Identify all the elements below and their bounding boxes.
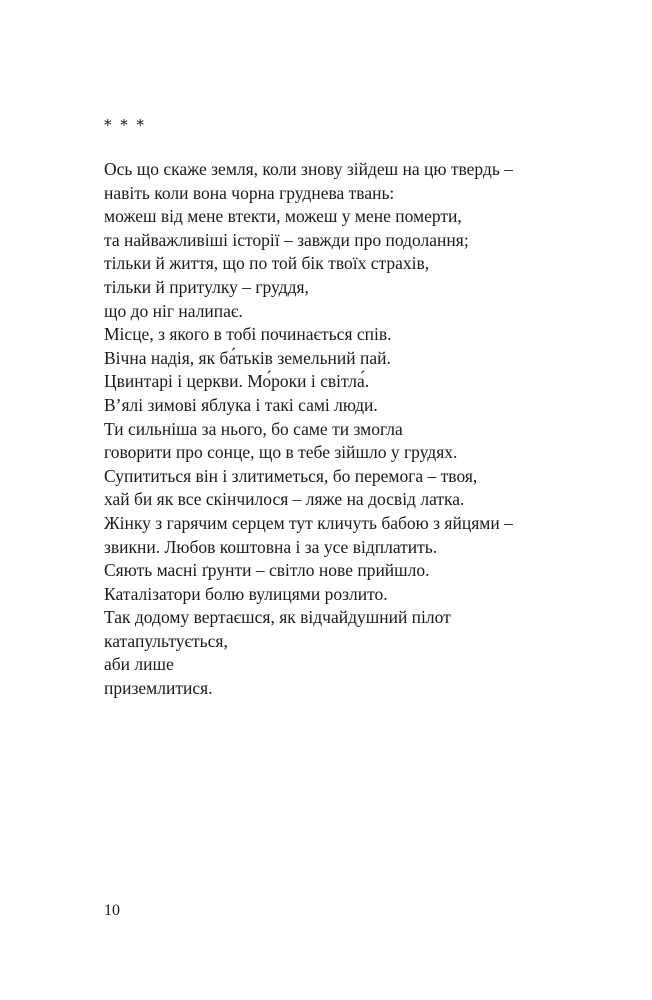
- poem-text: [104, 158, 624, 701]
- section-separator: * * *: [104, 116, 147, 134]
- page-number: 10: [104, 902, 120, 919]
- poem-line: можеш від мене втекти, можеш у мене померти,: [104, 206, 462, 227]
- poem-line: В’ялі зимові яблука і такі самі люди.: [104, 394, 378, 415]
- poem-line: Сяють масні ґрунти – світло нове прийшло.: [104, 560, 430, 581]
- poem-line: що до ніг налипає.: [104, 300, 243, 321]
- poem-line: Цвинтарі і церкви. Мо́роки і світла́.: [104, 371, 370, 392]
- poem-line: Вічна надія, як ба́тьків земельний пай.: [104, 347, 391, 368]
- poem-line: Супититься він і злитиметься, бо перемога – твоя,: [104, 465, 478, 486]
- poem-line: тільки й життя, що по той бік твоїх страхів,: [104, 253, 430, 274]
- poem-line: Місце, з якого в тобі починається спів.: [104, 324, 392, 345]
- poem-line: Так додому вертаєшся, як відчайдушний пілот: [104, 607, 451, 628]
- poem-line: Каталізатори болю вулицями розлито.: [104, 583, 388, 604]
- poem-line: та найважливіші історії – завжди про подолання;: [104, 229, 469, 250]
- poem-line: аби лише: [104, 654, 174, 675]
- poem-line: хай би як все скінчилося – ляже на досвід латка.: [104, 489, 465, 510]
- poem-line: звикни. Любов коштовна і за усе відплатить.: [104, 536, 438, 557]
- poem-line: говорити про сонце, що в тебе зійшло у грудях.: [104, 442, 458, 463]
- poem-line: Ти сильніша за нього, бо саме ти змогла: [104, 418, 403, 439]
- poem-line: Ось що скаже земля, коли знову зійдеш на цю твердь –: [104, 159, 513, 179]
- poem-line: катапультується,: [104, 630, 228, 651]
- poem-line: тільки й притулку – груддя,: [104, 276, 309, 297]
- poem-line: Жінку з гарячим серцем тут кличуть бабою з яйцями –: [104, 512, 513, 533]
- poem-line: приземлитися.: [104, 678, 213, 699]
- poem-line: навіть коли вона чорна груднева твань:: [104, 182, 395, 203]
